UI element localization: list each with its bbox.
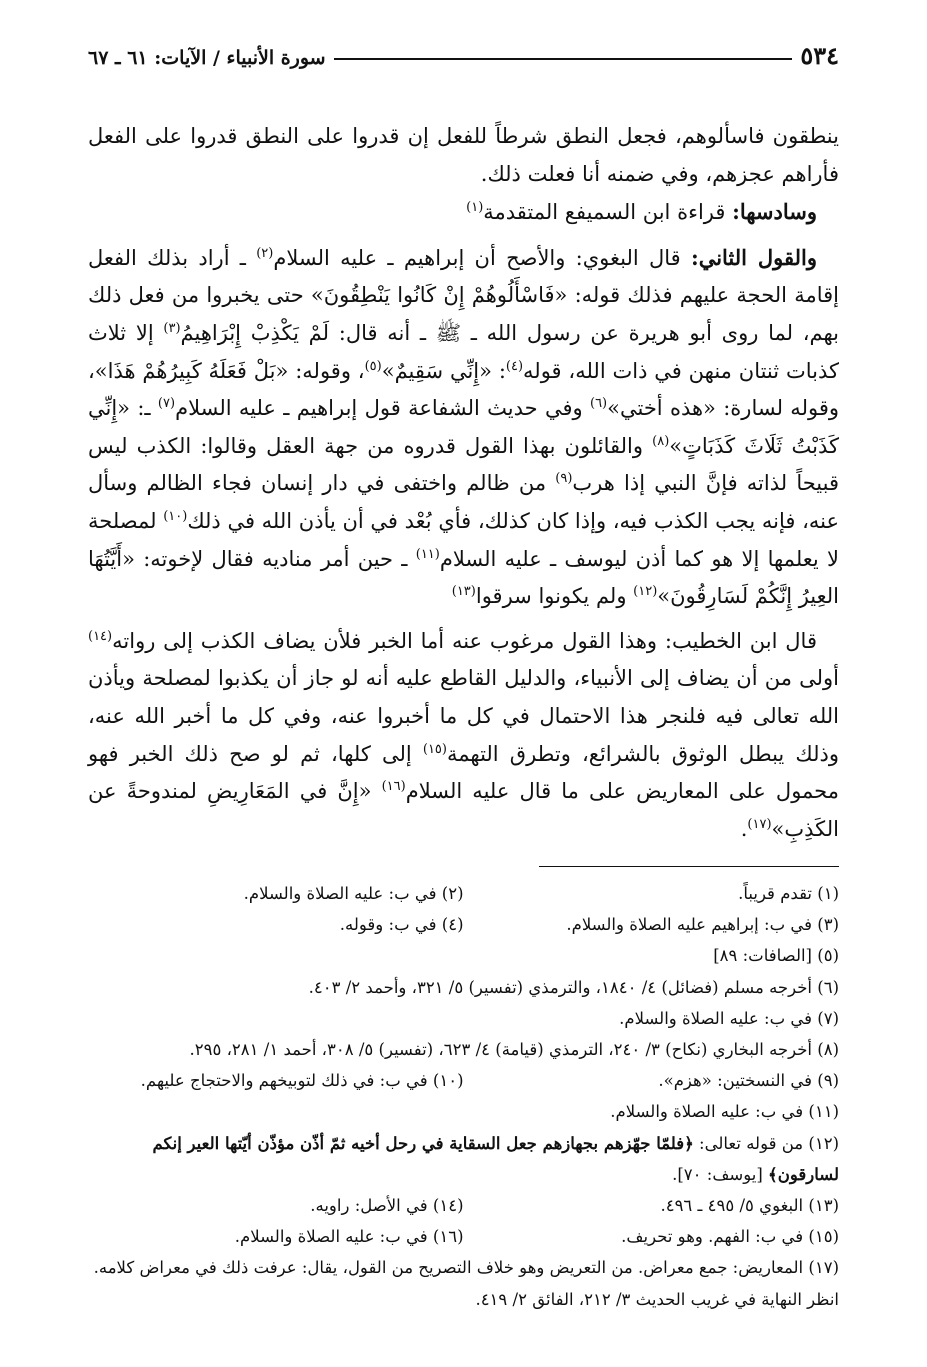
footnote-ref: (١) xyxy=(466,200,484,216)
footnote-ref: (٨) xyxy=(652,433,670,449)
footnote-5: (٥) [الصافات: ٨٩] xyxy=(713,946,839,966)
footnote-ref: (١٧) xyxy=(747,816,772,832)
footnote-row xyxy=(88,1065,839,1096)
footnote-6: (٦) أخرجه مسلم (فضائل) ٤/ ١٨٤٠، والترمذي (تفسير) ٥/ ٣٢١، وأحمد ٢/ ٤٠٣. xyxy=(308,977,839,997)
footnote-4: (٤) في ب: وقوله. xyxy=(339,915,464,935)
footnote-ref: (٩) xyxy=(555,471,573,487)
page-header xyxy=(88,34,839,68)
footnote-15: (١٥) في ب: الفهم. وهو تحريف. xyxy=(621,1227,839,1247)
footnote-divider xyxy=(539,866,839,867)
footnote-2: (٢) في ب: عليه الصلاة والسلام. xyxy=(243,884,464,903)
footnote-10: (١٠) في ب: في ذلك لتوبيخهم والاحتجاج عليهم. xyxy=(140,1071,464,1091)
footnote-ref: (١٢) xyxy=(633,584,658,600)
footnote-ref: (١٣) xyxy=(451,584,476,600)
paragraph-4: قال ابن الخطيب: وهذا القول مرغوب عنه أما الخبر فلأن يضاف الكذب إلى رواته$^{(١٤)}$ أولى من أن يضاف إلى الأنبياء، والدليل القاطع عليه أنه لو جاز أن يكذبوا لمصلحة ويأذن الله تعالى فيه فلنجر هذا الاحتمال في كل ما أخبروا عنه، وفي كل ما أخبر الله عنه، وذلك يبطل الوثوق بالشرائع، وتطرق التهمة$^{(١٥)}$ إلى كلها، ثم لو صح ذلك الخبر فهو محمول على المعاريض على ما قال عليه السلام$^{(١٦)}$ «إِنَّ في المَعَارِيضِ لمندوحةً عن الكَذِبِ»$^{(١٧)}$. xyxy=(88,628,839,841)
footnotes xyxy=(88,878,839,1315)
footnote-row xyxy=(88,878,839,909)
footnote-ref: (٤) xyxy=(505,358,524,374)
footnote-11: (١١) في ب: عليه الصلاة والسلام. xyxy=(610,1102,839,1122)
footnote-row xyxy=(88,1221,839,1252)
footnote-ref: (١٥) xyxy=(422,741,447,757)
main-text xyxy=(88,118,839,848)
page-number: ٥٣٤ xyxy=(800,41,839,70)
footnote-17: (١٧) المعاريض: جمع معراض. من التعريض وهو خلاف التصريح من القول، يقال: عرفت ذلك في معراض كلامه. انظر النهاية في غريب الحديث ٣/ ٢١٢، الفائق ٢/ ٤١٩. xyxy=(93,1258,839,1309)
footnote-14: (١٤) في الأصل: راويه. xyxy=(310,1196,464,1216)
footnote-8: (٨) أخرجه البخاري (نكاح) ٣/ ٢٤٠، الترمذي (قيامة) ٤/ ٦٢٣، (تفسير) ٥/ ٣٠٨، أحمد ١/ ٢٨١، ٢٩٥. xyxy=(189,1040,839,1060)
running-title: سورة الأنبياء / الآيات: ٦١ ـ ٦٧ xyxy=(88,47,326,69)
paragraph-2: وسادسها: قراءة ابن السميفع المتقدمة$^{(١)}$ xyxy=(466,199,817,225)
quran-verse: ﴿فلمّا جهّزهم بجهازهم جعل السقاية في رحل أخيه ثمّ أذّن مؤذّن أيّتها العير إنكم لسارقون﴾ xyxy=(152,1133,839,1184)
footnote-ref: (٦) xyxy=(589,396,608,412)
footnote-ref: (٢) xyxy=(256,245,274,261)
footnote-3: (٣) في ب: إبراهيم عليه الصلاة والسلام. xyxy=(566,915,839,935)
paragraph-1: ينطقون فاسألوهم، فجعل النطق شرطاً للفعل إن قدروا على النطق قدروا على الفعل فأراهم عجزهم، وفي ضمنه أنا فعلت ذلك. xyxy=(88,124,839,186)
footnote-ref: (١٤) xyxy=(88,628,113,644)
footnote-1: (١) تقدم قريباً. xyxy=(738,884,839,903)
footnote-7: (٧) في ب: عليه الصلاة والسلام. xyxy=(619,1008,839,1028)
footnote-ref: (٧) xyxy=(157,396,176,412)
footnote-12: (١٢) من قوله تعالى: ﴿فلمّا جهّزهم بجهازهم جعل السقاية في رحل أخيه ثمّ أذّن مؤذّن أيّتها العير إنكم لسارقون﴾ [يوسف: ٧٠]. xyxy=(152,1133,839,1184)
footnote-row xyxy=(88,1190,839,1221)
header-rule xyxy=(334,58,793,60)
footnote-16: (١٦) في ب: عليه الصلاة والسلام. xyxy=(234,1227,464,1247)
footnote-ref: (١٦) xyxy=(381,779,406,795)
footnote-ref: (١١) xyxy=(415,546,440,562)
footnote-13: (١٣) البغوي ٥/ ٤٩٥ ـ ٤٩٦. xyxy=(660,1196,839,1216)
paragraph-3: والقول الثاني: قال البغوي: والأصح أن إبراهيم ـ عليه السلام$^{(٢)}$ ـ أراد بذلك الفعل إقامة الحجة عليهم فذلك قوله: «فَاسْأَلُوهُمْ إِنْ كَانُوا يَنْطِقُونَ» حتى يخبروا من فعل ذلك بهم، لما روى أبو هريرة عن رسول الله ـ ﷺ ـ أنه قال: لَمْ يَكْذِبْ إِبْرَاهِيمُ$^{(٣)}$ إلا ثلاث كذبات ثنتان منهن في ذات الله، قوله$^{(٤)}$: «إِنِّي سَقِيمٌ»$^{(٥)}$، وقوله: «بَلْ فَعَلَهُ كَبِيرُهُمْ هَذَا»، وقوله لسارة: «هذه أختي»$^{(٦)}$ وفي حديث الشفاعة قول إبراهيم ـ عليه السلام$^{(٧)}$ ـ: «إِنِّي كَذَبْتُ ثَلَاثَ كَذَبَاتٍ»$^{(٨)}$ والقائلون بهذا القول قدروه من جهة العقل وقالوا: الكذب ليس قبيحاً لذاته فإنَّ النبي إذا هرب$^{(٩)}$ من ظالم واختفى في دار إنسان فجاء الظالم وسأل عنه، فإنه يجب الكذب فيه، وإذا كان كذلك، فأي بُعْد في أن يأذن الله في ذلك$^{(١٠)}$ لمصلحة لا يعلمها إلا هو كما أذن ليوسف ـ عليه السلام$^{(١١)}$ ـ حين أمر مناديه فقال لإخوته: «أَيَّتُهَا العِيرُ إِنَّكُمْ لَسَارِقُونَ»$^{(١٢)}$ ولم يكونوا سرقوا$^{(١٣)}$ xyxy=(88,244,839,609)
footnote-9: (٩) في النسختين: «هزم». xyxy=(658,1071,839,1091)
footnote-ref: (١٠) xyxy=(163,508,188,524)
footnote-ref: (٥) xyxy=(364,358,382,374)
footnote-ref: (٣) xyxy=(163,320,181,336)
footnote-row xyxy=(88,909,839,940)
